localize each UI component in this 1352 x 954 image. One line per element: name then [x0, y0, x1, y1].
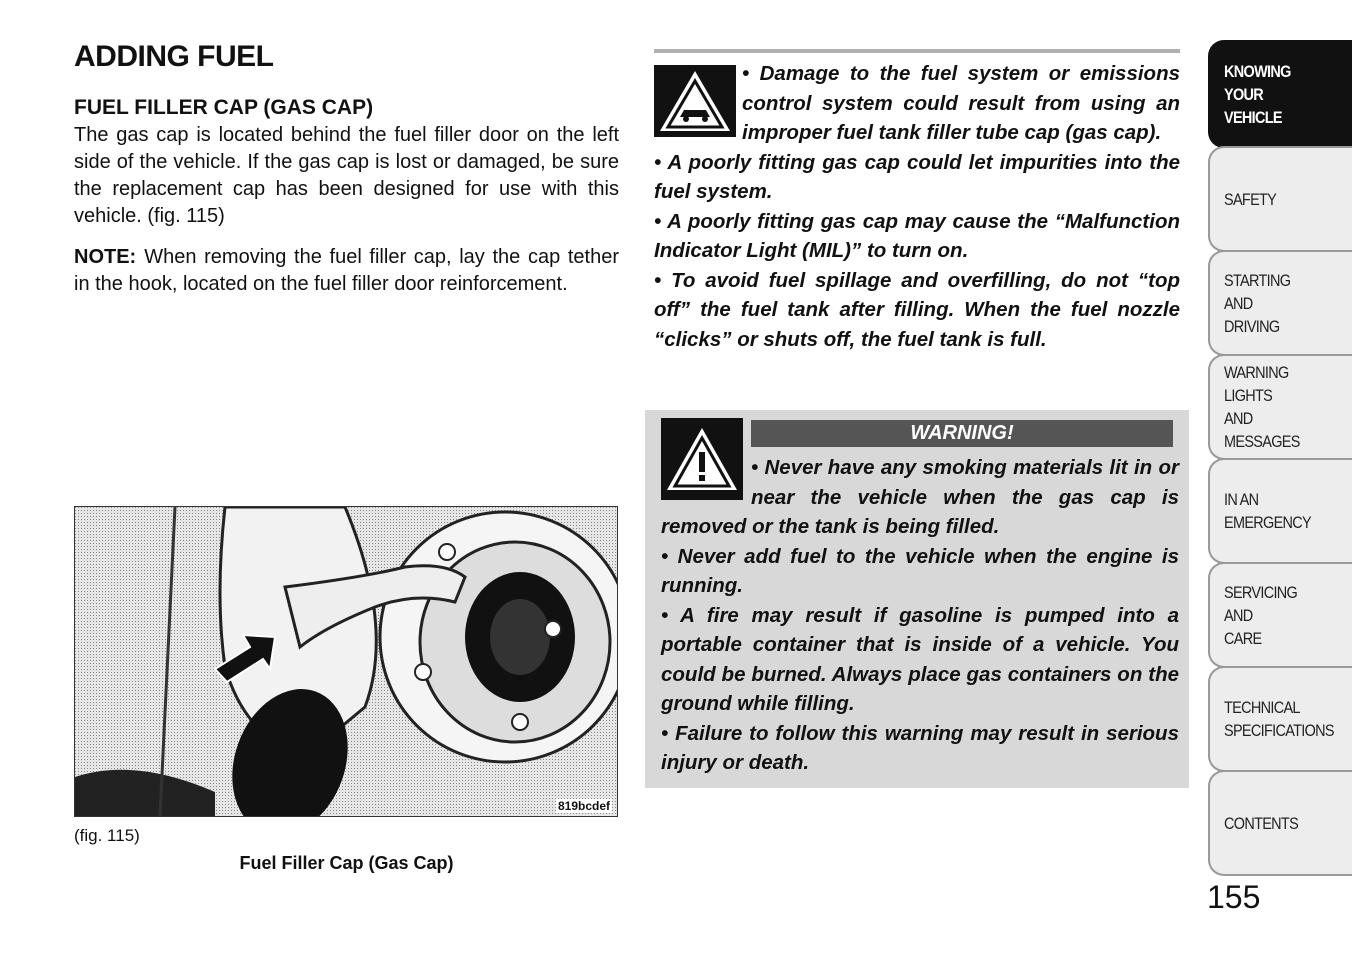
page-number: 155 — [1207, 879, 1261, 915]
tab-label: SAFETY — [1224, 189, 1277, 209]
note-label: NOTE: — [74, 246, 137, 268]
warning-item: • Never add fuel to the vehicle when the engine is running. — [661, 544, 1179, 597]
page-title: ADDING FUEL — [74, 40, 274, 73]
section-subtitle: FUEL FILLER CAP (GAS CAP) — [74, 96, 374, 119]
tab-label: CONTENTS — [1224, 813, 1299, 833]
warning-box — [645, 410, 1189, 788]
fuel-door-drawing — [75, 507, 617, 816]
warning-title: WARNING! — [751, 420, 1173, 447]
figure-caption: Fuel Filler Cap (Gas Cap) — [239, 853, 454, 873]
caution-item: • To avoid fuel spillage and overfilling, do not “top off” the fuel tank after filling. When the fuel nozzle “clicks” or shuts off, the fuel tank is full. — [654, 268, 1180, 351]
warning-content — [661, 418, 1179, 778]
body-paragraph: The gas cap is located behind the fuel filler door on the left side of the vehicle. If the gas cap is lost or damaged, be sure the replacement cap has been designed for use with this vehicle. (fig. 115) — [74, 124, 619, 227]
tab-label: WARNING LIGHTS AND MESSAGES — [1224, 363, 1300, 451]
note-text: When removing the fuel filler cap, lay the cap tether in the hook, located on the fuel filler door reinforcement. — [74, 246, 619, 295]
warning-item: • Never have any smoking materials lit in or near the vehicle when the gas cap is removed or the tank is being filled. — [661, 456, 1179, 538]
caution-item: • Damage to the fuel system or emissions control system could result from using an improper fuel tank filler tube cap (gas cap). — [742, 62, 1180, 144]
tab-starting-and-driving[interactable] — [1208, 250, 1352, 356]
caution-item: • A poorly fitting gas cap could let impurities into the fuel system. — [654, 150, 1180, 203]
fuel-filler-illustration — [74, 506, 618, 817]
tab-warning-lights[interactable] — [1208, 354, 1352, 460]
car-warning-triangle-icon — [654, 65, 736, 137]
tab-in-an-emergency[interactable] — [1208, 458, 1352, 564]
left-column — [74, 40, 619, 298]
tab-label: IN AN EMERGENCY — [1224, 490, 1312, 532]
tab-knowing-your-vehicle[interactable] — [1208, 40, 1352, 148]
tab-safety[interactable] — [1208, 146, 1352, 252]
note-paragraph — [74, 244, 619, 298]
caution-block — [654, 49, 1180, 354]
figure-code: 819bcdef — [557, 799, 610, 813]
tab-label: TECHNICAL SPECIFICATIONS — [1224, 698, 1334, 740]
tab-servicing-and-care[interactable] — [1208, 562, 1352, 668]
tab-label: STARTING AND DRIVING — [1224, 270, 1291, 336]
figure-reference: (fig. 115) — [74, 826, 140, 845]
tab-contents[interactable] — [1208, 770, 1352, 876]
exclamation-triangle-icon — [661, 418, 743, 500]
tab-label: SERVICING AND CARE — [1224, 582, 1298, 648]
warning-item: • Failure to follow this warning may result in serious injury or death. — [661, 721, 1179, 774]
caution-item: • A poorly fitting gas cap may cause the “Malfunction Indicator Light (MIL)” to turn on. — [654, 209, 1180, 262]
tab-technical-specifications[interactable] — [1208, 666, 1352, 772]
tab-label: KNOWING YOUR VEHICLE — [1224, 61, 1291, 127]
warning-item: • A fire may result if gasoline is pumped into a portable container that is inside of a vehicle. You could be burned. Always place gas containers on the ground while filling. — [661, 603, 1179, 715]
